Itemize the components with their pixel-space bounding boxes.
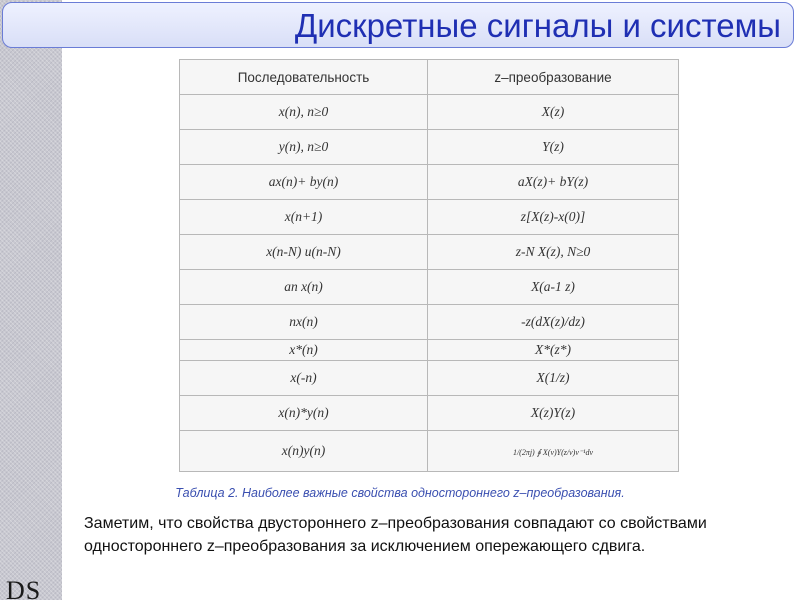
table-row <box>180 130 679 165</box>
slide-title: Дискретные сигналы и системы <box>294 7 781 44</box>
cell-seq: x(n)y(n) <box>180 431 428 472</box>
table-row <box>180 340 679 361</box>
cell-z <box>428 431 679 472</box>
table-row <box>180 95 679 130</box>
cell-seq: x(n-N) u(n-N) <box>180 235 428 270</box>
cell-seq: an x(n) <box>180 270 428 305</box>
table-row <box>180 305 679 340</box>
table-row <box>180 361 679 396</box>
cell-z: X(1/z) <box>428 361 679 396</box>
cell-seq: ax(n)+ by(n) <box>180 165 428 200</box>
cell-seq: x(n), n≥0 <box>180 95 428 130</box>
cell-z: X*(z*) <box>428 340 679 361</box>
table-header-row <box>180 60 679 95</box>
table-row <box>180 200 679 235</box>
cell-z: X(z) <box>428 95 679 130</box>
cell-z: X(a-1 z) <box>428 270 679 305</box>
cell-z: -z(dX(z)/dz) <box>428 305 679 340</box>
left-decor-bar <box>0 0 62 605</box>
cell-z: z[X(z)-x(0)] <box>428 200 679 235</box>
cell-seq: y(n), n≥0 <box>180 130 428 165</box>
title-banner <box>2 2 794 48</box>
cell-z: X(z)Y(z) <box>428 396 679 431</box>
ds-logo: DS <box>6 576 42 605</box>
cell-seq: x(n+1) <box>180 200 428 235</box>
cell-z: Y(z) <box>428 130 679 165</box>
table-row <box>180 270 679 305</box>
cell-seq: x*(n) <box>180 340 428 361</box>
header-sequence: Последовательность <box>180 60 428 95</box>
cell-z: z-N X(z), N≥0 <box>428 235 679 270</box>
table-row <box>180 165 679 200</box>
table-row <box>180 431 679 472</box>
table-row <box>180 396 679 431</box>
cell-z: aX(z)+ bY(z) <box>428 165 679 200</box>
table-row <box>180 235 679 270</box>
note-paragraph: Заметим, что свойства двустороннего z–преобразования совпадают со свойствами одностороннего z–преобразования за исключением опережающего сдвига. <box>84 515 707 555</box>
z-transform-properties-table <box>179 59 679 472</box>
cell-seq: x(n)*y(n) <box>180 396 428 431</box>
complex-convolution-formula: 1/(2πj) ∮ X(v)Y(z/v)v⁻¹dv <box>512 448 594 457</box>
table-caption: Таблица 2. Наиболее важные свойства одностороннего z–преобразования. <box>175 486 625 500</box>
cell-seq: nx(n) <box>180 305 428 340</box>
cell-seq: x(-n) <box>180 361 428 396</box>
header-z-transform: z–преобразование <box>428 60 679 95</box>
